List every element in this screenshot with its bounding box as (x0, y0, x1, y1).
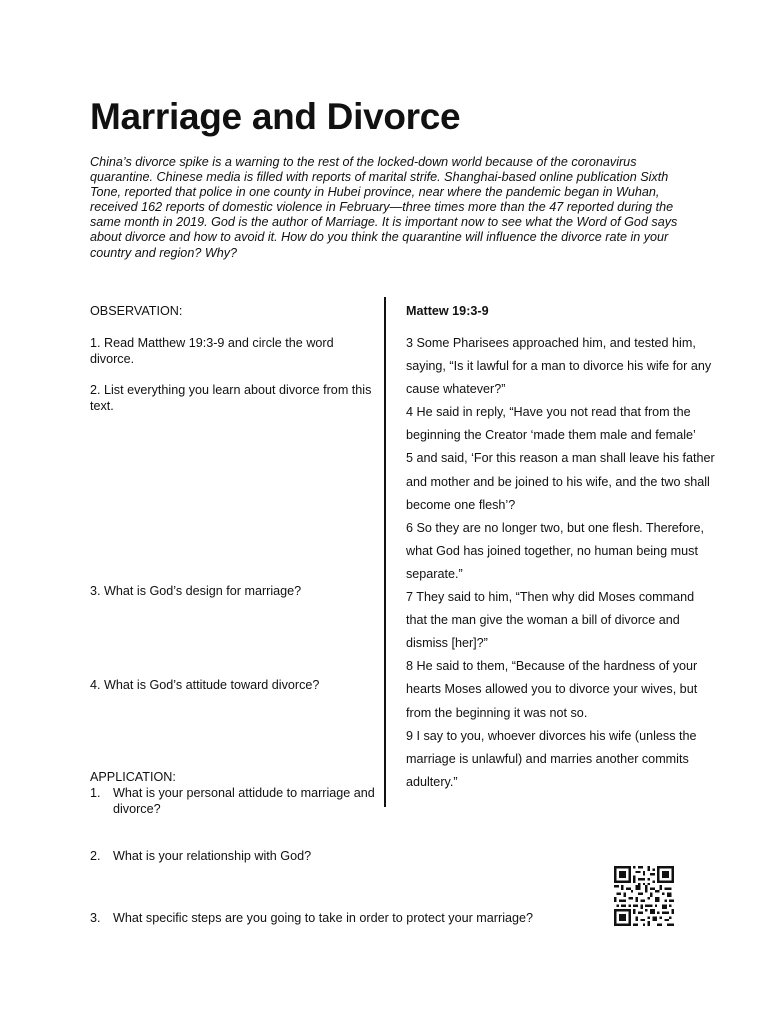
application-item-text: What is your personal attidude to marriage and divorce? (113, 786, 375, 816)
application-item (90, 785, 390, 817)
observation-heading: OBSERVATION: (90, 304, 183, 318)
application-list (90, 785, 390, 817)
scripture-section (406, 302, 716, 794)
application-item-text: What is your relationship with God? (113, 849, 312, 863)
verse: 8 He said to them, “Because of the hardness of your hearts Moses allowed you to divorce your wives, but from the beginning it was not so. (406, 659, 698, 720)
column-divider (384, 297, 386, 807)
application-item (90, 848, 311, 864)
question-3: 3. What is God’s design for marriage? (90, 584, 302, 598)
qr-code-image (614, 866, 674, 926)
scripture-reference: Mattew 19:3-9 (406, 304, 489, 318)
intro-paragraph: China’s divorce spike is a warning to the rest of the locked-down world because of the coronavirus quarantine. Chinese media is filled with reports of marital strife. Shanghai-based online publication Sixth Tone, reported that police in one county in Hubei province, near where the pandemic began in Wuhan, received 162 reports of domestic violence in February—three times more than the 47 reported during the same month in 2019. God is the author of Marriage. It is important now to see what the Word of God says about divorce and how to avoid it. How do you think the quarantine will influence the divorce rate in your country and region? Why? (90, 155, 678, 260)
verse: 6 So they are no longer two, but one flesh. Therefore, what God has joined together, no human being must separate.” (406, 520, 705, 581)
page-title: Marriage and Divorce (90, 96, 461, 137)
verse: 3 Some Pharisees approached him, and tested him, saying, “Is it lawful for a man to divorce his wife for any cause whatever?” (406, 336, 712, 397)
verse: 7 They said to him, “Then why did Moses command that the man give the woman a bill of divorce and dismiss [her]?” (406, 590, 695, 651)
application-item-text: What specific steps are you going to take in order to protect your marriage? (113, 911, 534, 925)
scripture-text (406, 332, 716, 794)
application-item (90, 910, 533, 926)
question-4: 4. What is God’s attitude toward divorce? (90, 678, 320, 692)
application-item-number: 3. (90, 911, 101, 925)
verse: 4 He said in reply, “Have you not read that from the beginning the Creator ‘made them male and female’ (406, 405, 696, 443)
verse: 5 and said, ‘For this reason a man shall leave his father and mother and be joined to his wife, and the two shall become one flesh’? (406, 451, 715, 512)
question-1: 1. Read Matthew 19:3-9 and circle the word divorce. (90, 336, 334, 366)
question-2: 2. List everything you learn about divorce from this text. (90, 383, 372, 413)
application-item-number: 2. (90, 849, 101, 863)
application-item-number: 1. (90, 786, 101, 800)
verse: 9 I say to you, whoever divorces his wife (unless the marriage is unlawful) and marries another commits adultery.” (406, 728, 697, 789)
application-heading: APPLICATION: (90, 770, 176, 784)
